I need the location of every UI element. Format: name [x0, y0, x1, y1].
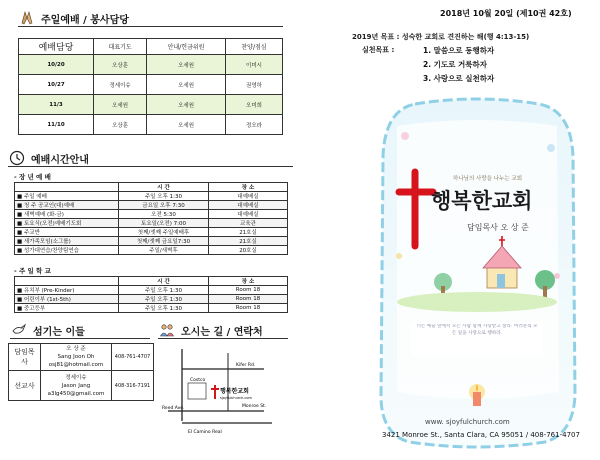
missionary-email: a3lg450@gmail.com [47, 390, 105, 397]
table-row [15, 201, 288, 210]
praise-cell: 오미희 [226, 95, 283, 115]
time-cell: 주일 오후 1:30 [119, 192, 209, 201]
directions-heading [158, 322, 263, 338]
pastors-title: 섬기는 이들 [33, 326, 85, 338]
date-cell: 10/27 [19, 75, 94, 95]
place-cell: 대예배실 [209, 201, 288, 210]
name-cell: ■ 토요식(오전)예배기도회 [15, 219, 119, 228]
place-cell: Room 18 [209, 286, 288, 295]
time-cell: 주일 오후 1:30 [119, 286, 209, 295]
service-schedule-table [18, 38, 283, 135]
table-row [19, 95, 283, 115]
praise-cell: 이미시 [226, 55, 283, 75]
bulletin-date: 2018년 10월 20일 (제10권 42호) [440, 9, 572, 18]
name-cell: ■ 유치부 (Pre-Kinder) [15, 286, 119, 295]
table-row [15, 210, 288, 219]
time-cell: 주일 오후 1:30 [119, 304, 209, 313]
prayer-cell: 오상훈 [94, 115, 147, 135]
usher-cell: 오세원 [147, 115, 226, 135]
place-cell: Room 18 [209, 304, 288, 313]
practice-label: 실천목표 : [362, 46, 395, 54]
pastor-name-en: Sang Joon Oh [57, 354, 95, 360]
usher-cell: 오세원 [147, 55, 226, 75]
time-cell: 첫째/셋째 주일예배후 [119, 228, 209, 237]
el-camino-label: El Camino Real [188, 430, 222, 435]
prayer-cell: 정세이슈 [94, 75, 147, 95]
prayer-cell: 오세원 [94, 95, 147, 115]
worship-times-title: 예배시간안내 [31, 154, 89, 166]
dove-icon [10, 322, 28, 338]
col-header [15, 277, 119, 286]
table-row [9, 344, 154, 371]
date-cell: 11/10 [19, 115, 94, 135]
cover-address: 3421 Monroe St., Santa Clara, CA 95051 / 408-761-4707 [382, 431, 580, 439]
col-header: 찬양/점심 [226, 39, 283, 55]
practice-item: 3. 사랑으로 실천하자 [423, 74, 495, 83]
table-row [15, 219, 288, 228]
cover-website[interactable]: www. sjoyfulchurch.com [425, 418, 510, 426]
prayer-cell: 오상훈 [94, 55, 147, 75]
table-row [19, 75, 283, 95]
pastor-email: osj81@hotmail.com [48, 362, 104, 368]
place-cell: Room 18 [209, 295, 288, 304]
divider [8, 166, 293, 167]
name-cell: ■ 어린이부 (1st-5th) [15, 295, 119, 304]
pastor-name-ko: 오 상 준 [66, 346, 86, 352]
role-cell: 선교사 [9, 371, 41, 401]
cover-pastor: 담임목사 오 상 준 [467, 223, 529, 232]
cover-verse: 너는 예술 앞에서 모든 사람 함께 사랑받고 살라. 여러분의 모든 일을 사랑으로 행하라. [416, 324, 538, 336]
table-row [19, 55, 283, 75]
place-cell: 교육관 [209, 219, 288, 228]
table-row [15, 304, 288, 313]
table-row [19, 115, 283, 135]
praying-hands-icon [18, 10, 36, 26]
phone-cell: 408-761-4707 [112, 344, 154, 371]
bulletin-cover [375, 96, 579, 452]
place-cell: 20호실 [209, 246, 288, 255]
table-row [15, 286, 288, 295]
pastors-heading [10, 322, 85, 338]
name-cell: ■ 청 주 공교인(대)예배 [15, 201, 119, 210]
people-icon [158, 322, 176, 338]
directions-map [160, 343, 280, 435]
annual-goal: 2019년 목표 : 성숙한 교회로 견진하는 해(행 4:13-15) [352, 33, 530, 41]
directions-title: 오시는 길 / 연락처 [181, 326, 263, 338]
table-row [15, 237, 288, 246]
church-cross-icon [211, 385, 219, 399]
sunday-school-table [14, 276, 288, 313]
divider [18, 26, 283, 27]
table-row [15, 192, 288, 201]
name-cell [41, 371, 112, 401]
place-cell: 21호실 [209, 237, 288, 246]
usher-cell: 오세원 [147, 95, 226, 115]
col-header: 시 간 [119, 277, 209, 286]
practice-item: 1. 말씀으로 동행하자 [423, 46, 495, 55]
name-cell: ■ 주일 예배 [15, 192, 119, 201]
cover-tagline: 하나님의 사랑을 나누는 교회 [453, 176, 523, 182]
role-cell: 담임목사 [9, 344, 41, 371]
table-row [9, 371, 154, 401]
pastors-table [8, 343, 154, 401]
place-cell: 대예배실 [209, 210, 288, 219]
date-cell: 10/20 [19, 55, 94, 75]
name-cell: ■ 주교반 [15, 228, 119, 237]
name-cell: ■ 새가족모임(소그룹) [15, 237, 119, 246]
missionary-name-ko: 정세이슈 [65, 374, 87, 381]
col-header: 예배담당 [19, 39, 94, 55]
place-cell: 대예배실 [209, 192, 288, 201]
reed-ave-label: Reed Ave. [162, 406, 185, 411]
time-cell: 금요일 오후 7:30 [119, 201, 209, 210]
name-cell: ■ 중고등부 [15, 304, 119, 313]
date-cell: 11/3 [19, 95, 94, 115]
cover-church-name: 행복한교회 [431, 189, 533, 213]
clock-icon [8, 150, 26, 166]
col-header: 시 간 [119, 183, 209, 192]
time-cell: 첫째/셋째 금요일7:30 [119, 237, 209, 246]
time-cell: 토요일(오전) 7:00 [119, 219, 209, 228]
table-row [15, 228, 288, 237]
practice-item: 2. 기도로 거룩하자 [423, 60, 488, 69]
table-row [15, 246, 288, 255]
table-row [15, 295, 288, 304]
name-cell [41, 344, 112, 371]
divider [10, 338, 150, 339]
time-cell: 주일 오후 1:30 [119, 295, 209, 304]
monroe-st-label: Monroe St. [242, 404, 267, 409]
praise-cell: 권영하 [226, 75, 283, 95]
col-header: 안내/헌금위원 [147, 39, 226, 55]
time-cell: 오전 5:30 [119, 210, 209, 219]
name-cell: ■ 새벽예배 (화-금) [15, 210, 119, 219]
kifer-rd-label: Kifer Rd. [236, 363, 256, 368]
col-header: 장 소 [209, 277, 288, 286]
col-header [15, 183, 119, 192]
map-church-name: 행복한교회 [220, 388, 249, 395]
col-header: 장 소 [209, 183, 288, 192]
time-cell: 주일/새벽후 [119, 246, 209, 255]
divider [158, 338, 288, 339]
worship-times-heading [8, 150, 89, 166]
sunday-school-label: - 주 일 학 교 [14, 267, 51, 275]
praise-cell: 정오라 [226, 115, 283, 135]
adult-worship-label: - 장 년 예 배 [14, 173, 51, 181]
phone-cell: 408-316-7191 [112, 371, 154, 401]
missionary-name-en: Jason Jang [61, 382, 91, 389]
costco-label: Costco [190, 378, 206, 383]
name-cell: ■ 성가대연습/찬양팀연습 [15, 246, 119, 255]
service-schedule-heading [18, 10, 129, 26]
adult-worship-table [14, 182, 288, 255]
usher-cell: 오세원 [147, 75, 226, 95]
map-church-url: sjoyfulchurch.com [220, 396, 252, 400]
service-schedule-title: 주일예배 / 봉사담당 [41, 14, 129, 26]
place-cell: 21호실 [209, 228, 288, 237]
col-header: 대표기도 [94, 39, 147, 55]
